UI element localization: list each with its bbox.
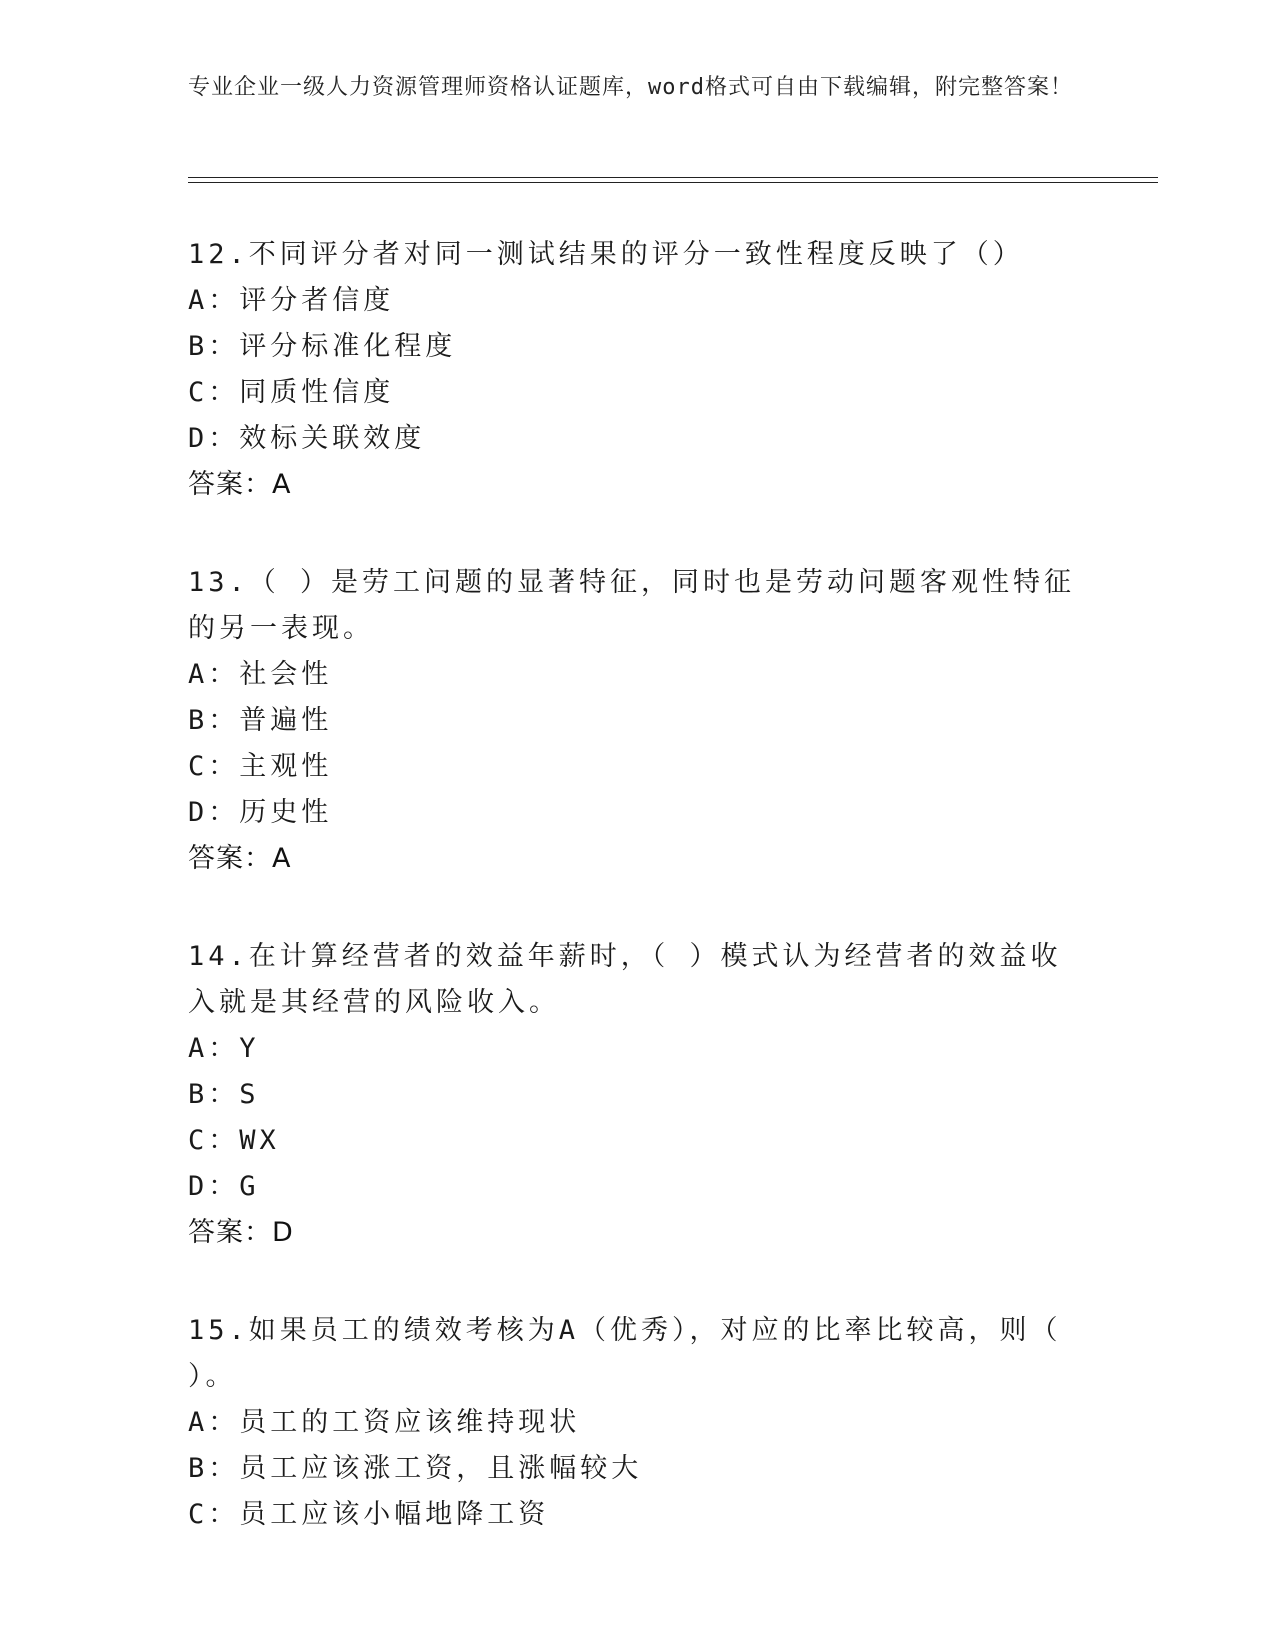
option-b: B：评分标准化程度: [188, 331, 457, 362]
question-15: [188, 1308, 1088, 1538]
option-d: D：效标关联效度: [188, 423, 426, 454]
question-14: [188, 934, 1088, 1256]
option-c: C：员工应该小幅地降工资: [188, 1499, 550, 1530]
header-rule-top: [188, 177, 1158, 178]
option-a: A：员工的工资应该维持现状: [188, 1407, 581, 1438]
header-rule-bottom: [188, 182, 1158, 183]
answer-line: 答案：A: [188, 469, 292, 500]
option-d: D：历史性: [188, 797, 333, 828]
option-c: C：同质性信度: [188, 377, 395, 408]
option-c: C：主观性: [188, 751, 333, 782]
option-b: B：S: [188, 1079, 260, 1110]
option-a: A：Y: [188, 1033, 260, 1064]
option-a: A：评分者信度: [188, 285, 395, 316]
question-list: [188, 232, 1088, 1590]
document-header: 专业企业一级人力资源管理师资格认证题库，word格式可自由下载编辑，附完整答案！: [188, 75, 1073, 100]
option-b: B：员工应该涨工资，且涨幅较大: [188, 1453, 643, 1484]
option-a: A：社会性: [188, 659, 333, 690]
answer-line: 答案：D: [188, 1217, 294, 1248]
answer-line: 答案：A: [188, 843, 292, 874]
option-c: C：WX: [188, 1125, 280, 1156]
option-b: B：普遍性: [188, 705, 333, 736]
question-12: [188, 232, 1088, 508]
question-stem: 13.（ ）是劳工问题的显著特征，同时也是劳动问题客观性特征的另一表现。: [188, 567, 1076, 644]
question-stem: 14.在计算经营者的效益年薪时，（ ）模式认为经营者的效益收入就是其经营的风险收入。: [188, 941, 1062, 1018]
question-stem: 12.不同评分者对同一测试结果的评分一致性程度反映了（）: [188, 239, 1024, 270]
question-13: [188, 560, 1088, 882]
option-d: D：G: [188, 1171, 260, 1202]
question-stem: 15.如果员工的绩效考核为A（优秀），对应的比率比较高，则（ ）。: [188, 1315, 1062, 1392]
